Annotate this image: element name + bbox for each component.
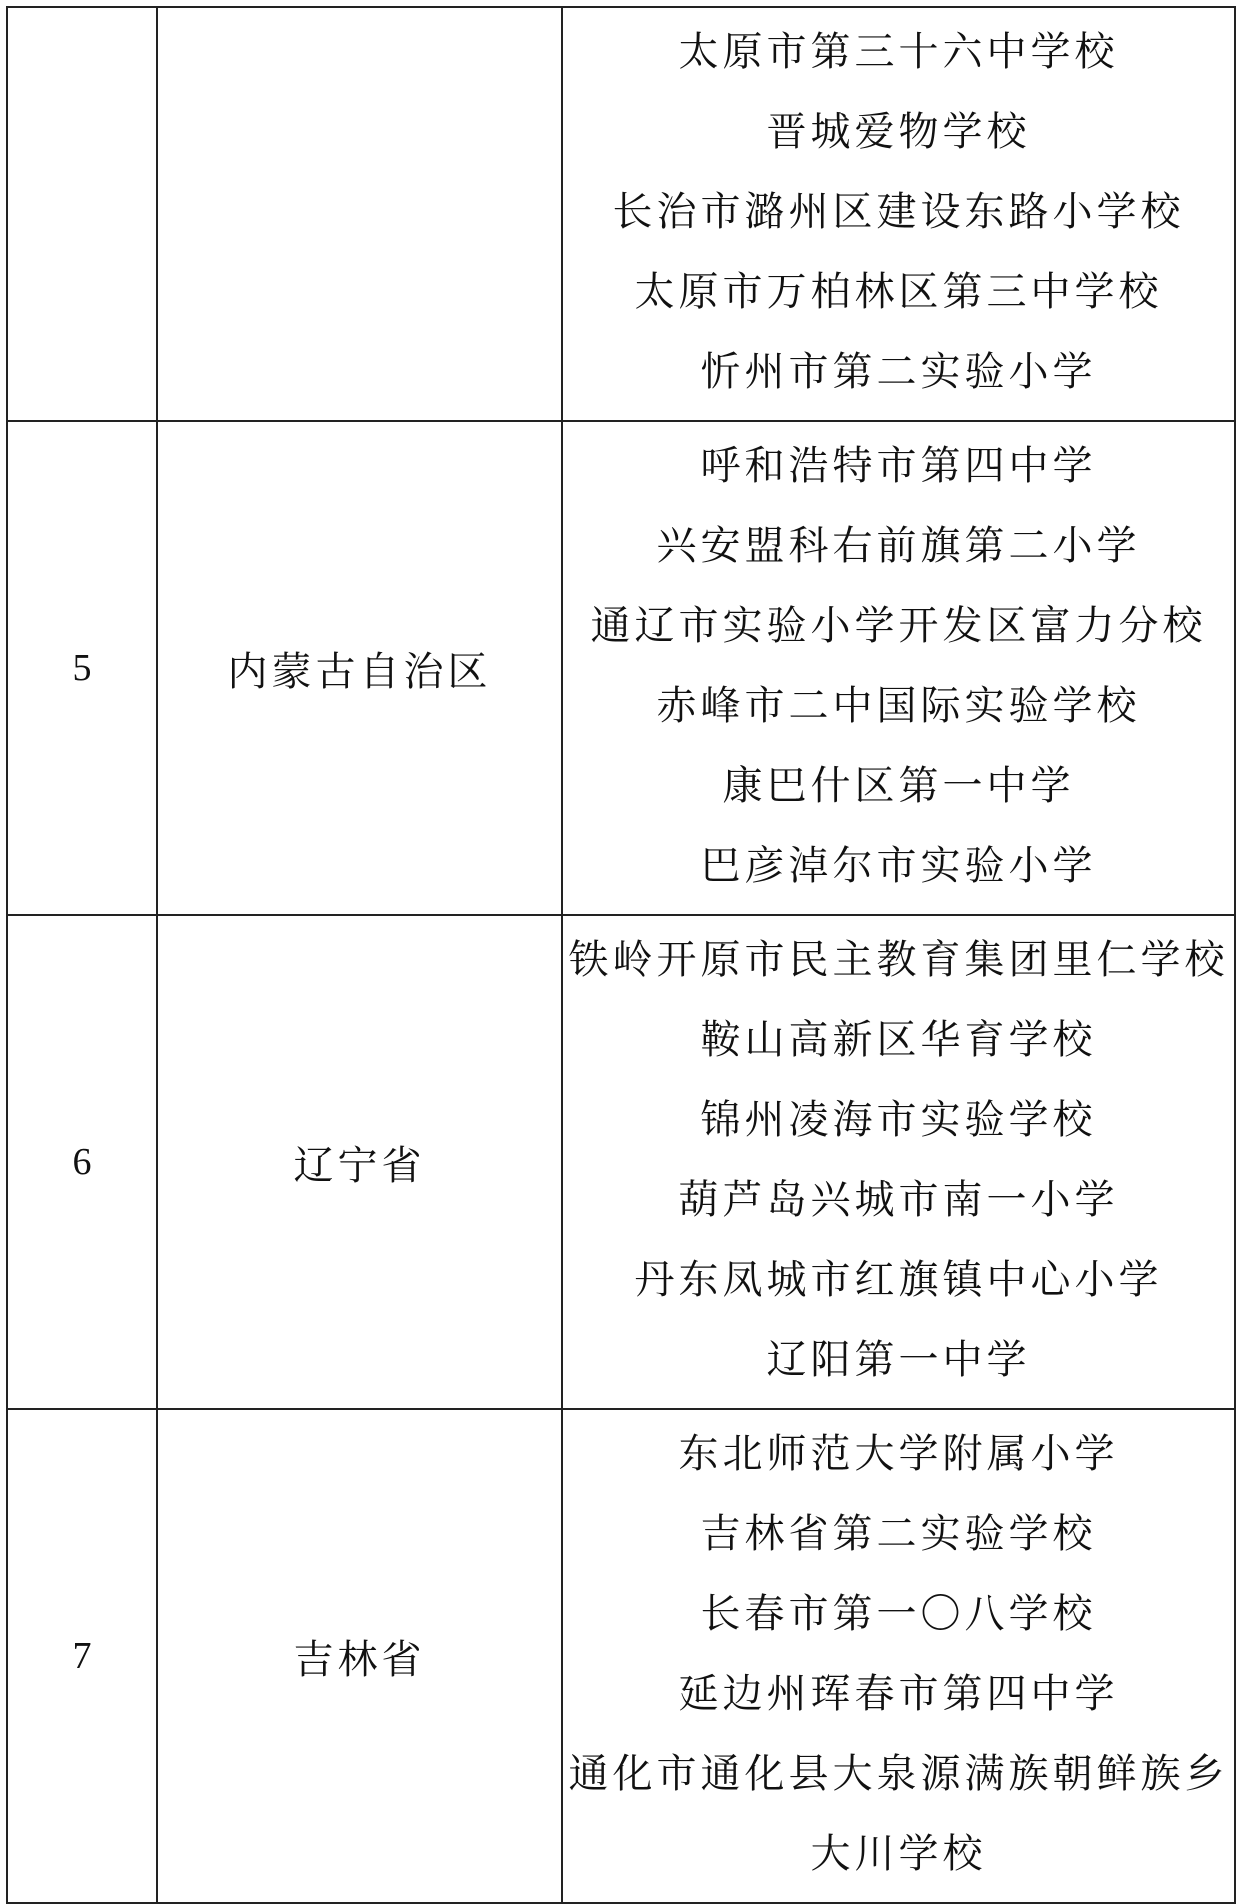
school-name: 丹东凤城市红旗镇中心小学 bbox=[634, 1257, 1163, 1303]
school-name: 东北师范大学附属小学 bbox=[678, 1431, 1119, 1477]
school-list bbox=[563, 422, 1234, 914]
school-name: 呼和浩特市第四中学 bbox=[700, 443, 1097, 489]
school-list-cell bbox=[562, 421, 1235, 915]
school-name: 通化市通化县大泉源满族朝鲜族乡 bbox=[568, 1751, 1229, 1797]
school-name: 通辽市实验小学开发区富力分校 bbox=[590, 603, 1207, 649]
school-name: 长春市第一〇八学校 bbox=[700, 1591, 1097, 1637]
table-row bbox=[7, 1409, 1235, 1903]
province-cell: 内蒙古自治区 bbox=[157, 421, 562, 915]
school-name: 辽阳第一中学 bbox=[766, 1337, 1031, 1383]
row-number-cell: 7 bbox=[7, 1409, 157, 1903]
school-name: 葫芦岛兴城市南一小学 bbox=[678, 1177, 1119, 1223]
row-number-cell bbox=[7, 7, 157, 421]
school-list bbox=[563, 1410, 1234, 1902]
school-name: 太原市万柏林区第三中学校 bbox=[634, 269, 1163, 315]
province-cell: 辽宁省 bbox=[157, 915, 562, 1409]
schools-table bbox=[6, 6, 1236, 1904]
school-name: 太原市第三十六中学校 bbox=[678, 29, 1119, 75]
row-number-cell: 5 bbox=[7, 421, 157, 915]
school-list bbox=[563, 916, 1234, 1408]
school-name: 晋城爱物学校 bbox=[766, 109, 1031, 155]
school-name: 忻州市第二实验小学 bbox=[700, 349, 1097, 395]
school-list bbox=[563, 8, 1234, 420]
table-row bbox=[7, 915, 1235, 1409]
school-list-cell bbox=[562, 7, 1235, 421]
school-name: 巴彦淖尔市实验小学 bbox=[700, 843, 1097, 889]
school-name: 康巴什区第一中学 bbox=[722, 763, 1075, 809]
school-name: 鞍山高新区华育学校 bbox=[700, 1017, 1097, 1063]
school-list-cell bbox=[562, 915, 1235, 1409]
province-cell: 吉林省 bbox=[157, 1409, 562, 1903]
province-cell bbox=[157, 7, 562, 421]
school-name: 长治市潞州区建设东路小学校 bbox=[612, 189, 1185, 235]
school-name: 兴安盟科右前旗第二小学 bbox=[656, 523, 1141, 569]
school-name: 吉林省第二实验学校 bbox=[700, 1511, 1097, 1557]
school-name: 铁岭开原市民主教育集团里仁学校 bbox=[568, 937, 1229, 983]
school-name: 延边州珲春市第四中学 bbox=[678, 1671, 1119, 1717]
school-name: 赤峰市二中国际实验学校 bbox=[656, 683, 1141, 729]
row-number-cell: 6 bbox=[7, 915, 157, 1409]
table-row bbox=[7, 421, 1235, 915]
school-list-cell bbox=[562, 1409, 1235, 1903]
school-name: 锦州凌海市实验学校 bbox=[700, 1097, 1097, 1143]
table-row bbox=[7, 7, 1235, 421]
school-name: 大川学校 bbox=[810, 1831, 987, 1877]
